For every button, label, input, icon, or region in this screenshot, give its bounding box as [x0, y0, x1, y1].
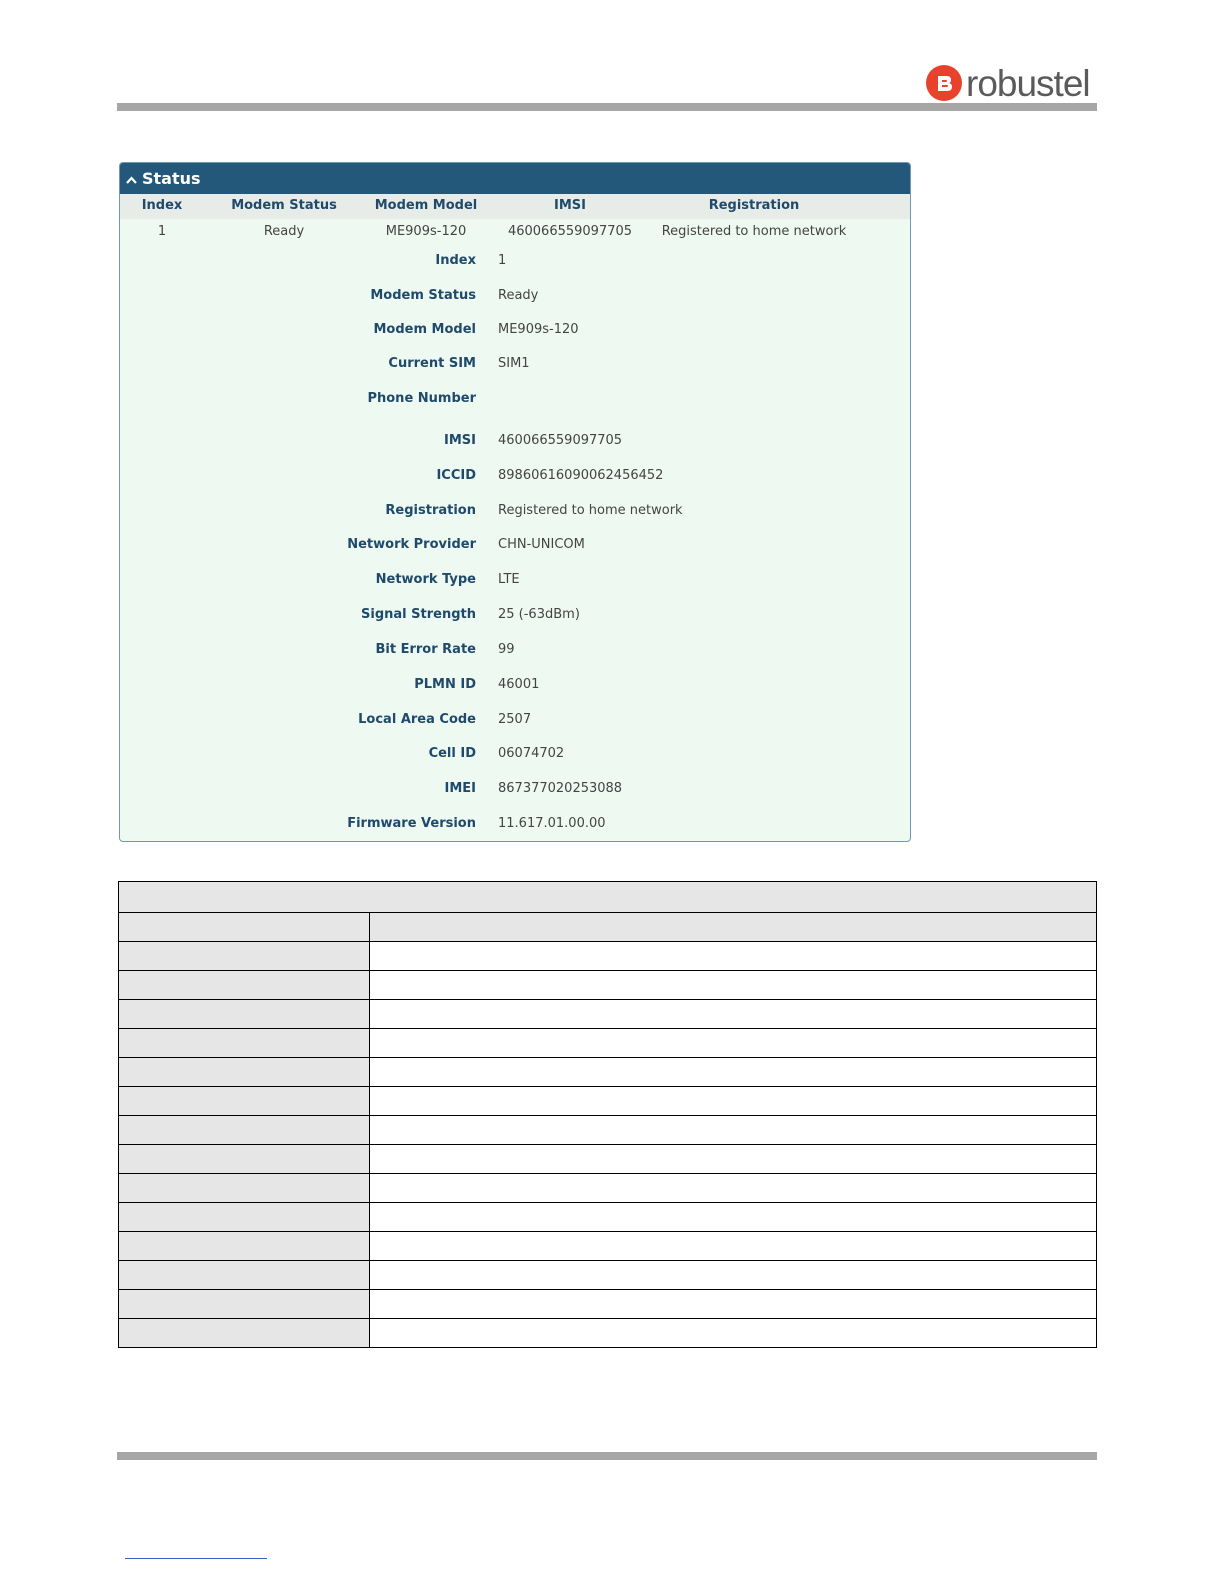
table-cell	[119, 1000, 370, 1029]
status-panel-header[interactable]	[120, 163, 910, 194]
detail-label: Cell ID	[428, 746, 476, 761]
detail-value: 06074702	[498, 746, 565, 761]
detail-value: Ready	[498, 288, 539, 303]
detail-value: 99	[498, 642, 515, 657]
table-row	[119, 1203, 1097, 1232]
detail-row	[120, 503, 910, 523]
detail-value: 25 (-63dBm)	[498, 607, 580, 622]
table-row	[119, 1232, 1097, 1261]
detail-label: Phone Number	[367, 391, 476, 406]
detail-label: Network Provider	[347, 537, 476, 552]
table-row[interactable]	[120, 219, 910, 245]
col-modem-model: Modem Model	[374, 198, 478, 213]
detail-value: 46001	[498, 677, 540, 692]
cell-index: 1	[157, 224, 167, 239]
cell-modem-status: Ready	[263, 224, 305, 239]
table-cell	[370, 1058, 1097, 1087]
cell-registration: Registered to home network	[661, 224, 847, 239]
table-title-row	[119, 882, 1097, 913]
table-cell	[119, 1261, 370, 1290]
table-row	[119, 1058, 1097, 1087]
detail-row	[120, 607, 910, 627]
table-cell	[370, 1000, 1097, 1029]
table-row	[119, 1145, 1097, 1174]
detail-label: IMSI	[444, 433, 476, 448]
detail-value: LTE	[498, 572, 520, 587]
detail-row	[120, 468, 910, 488]
detail-label: Modem Model	[373, 322, 476, 337]
status-table-header	[120, 194, 910, 219]
table-cell	[370, 913, 1097, 942]
chevron-up-icon	[126, 169, 137, 188]
footer-link-underline[interactable]	[125, 1558, 267, 1559]
detail-row	[120, 391, 910, 411]
table-row	[119, 942, 1097, 971]
table-row	[119, 1290, 1097, 1319]
table-cell	[370, 1087, 1097, 1116]
table-row	[119, 1261, 1097, 1290]
table-cell	[119, 942, 370, 971]
col-imsi: IMSI	[554, 198, 586, 213]
detail-row	[120, 677, 910, 697]
col-modem-status: Modem Status	[231, 198, 337, 213]
table-cell	[370, 1232, 1097, 1261]
robustel-logo-text: robustel	[966, 62, 1090, 104]
col-registration: Registration	[708, 198, 800, 213]
table-cell	[370, 1174, 1097, 1203]
detail-value: 460066559097705	[498, 433, 623, 448]
detail-label: Signal Strength	[361, 607, 476, 622]
detail-label: Index	[435, 253, 476, 268]
table-cell	[370, 1145, 1097, 1174]
detail-label: Registration	[385, 503, 476, 518]
table-cell	[119, 971, 370, 1000]
table-row	[119, 1174, 1097, 1203]
detail-label: Bit Error Rate	[375, 642, 476, 657]
detail-row	[120, 537, 910, 557]
table-cell	[119, 1203, 370, 1232]
table-cell	[370, 1319, 1097, 1348]
table-cell	[370, 942, 1097, 971]
detail-label: Current SIM	[388, 356, 476, 371]
table-cell	[119, 1232, 370, 1261]
detail-row	[120, 642, 910, 662]
cell-imsi: 460066559097705	[507, 224, 633, 239]
table-cell	[370, 971, 1097, 1000]
col-index: Index	[141, 198, 183, 213]
status-panel-title: Status	[142, 169, 201, 188]
detail-row	[120, 572, 910, 592]
detail-row	[120, 712, 910, 732]
table-cell	[119, 1058, 370, 1087]
detail-value: 1	[498, 253, 507, 268]
table-title-cell	[119, 882, 1097, 913]
table-cell	[119, 1087, 370, 1116]
table-cell	[370, 1261, 1097, 1290]
detail-row	[120, 746, 910, 766]
detail-value: CHN-UNICOM	[498, 537, 585, 552]
detail-row	[120, 288, 910, 308]
detail-row	[120, 781, 910, 801]
table-cell	[370, 1290, 1097, 1319]
table-row	[119, 1029, 1097, 1058]
table-cell	[119, 913, 370, 942]
table-row	[119, 1319, 1097, 1348]
detail-row	[120, 253, 910, 273]
table-cell	[370, 1116, 1097, 1145]
table-header-row	[119, 913, 1097, 942]
detail-label: Firmware Version	[347, 816, 476, 831]
detail-value: 89860616090062456452	[498, 468, 664, 483]
detail-value: 11.617.01.00.00	[498, 816, 606, 831]
detail-label: ICCID	[436, 468, 476, 483]
table-cell	[370, 1203, 1097, 1232]
detail-value: 867377020253088	[498, 781, 623, 796]
table-cell	[370, 1029, 1097, 1058]
detail-label: PLMN ID	[414, 677, 476, 692]
table-cell	[119, 1290, 370, 1319]
cell-modem-model: ME909s-120	[385, 224, 467, 239]
robustel-logo	[926, 62, 1090, 104]
table-cell	[119, 1029, 370, 1058]
detail-label: Local Area Code	[358, 712, 476, 727]
table-row	[119, 971, 1097, 1000]
detail-label: Modem Status	[370, 288, 476, 303]
detail-row	[120, 322, 910, 342]
header-rule	[117, 103, 1097, 111]
table-row	[119, 1087, 1097, 1116]
detail-row	[120, 356, 910, 376]
table-cell	[119, 1116, 370, 1145]
detail-value: 2507	[498, 712, 532, 727]
table-row	[119, 1000, 1097, 1029]
table-cell	[119, 1145, 370, 1174]
robustel-logo-mark	[926, 65, 962, 101]
parameter-table	[118, 881, 1097, 1348]
detail-row	[120, 433, 910, 453]
detail-value: Registered to home network	[498, 503, 683, 518]
detail-label: IMEI	[444, 781, 476, 796]
table-cell	[119, 1319, 370, 1348]
table-row	[119, 1116, 1097, 1145]
detail-label: Network Type	[375, 572, 476, 587]
detail-value: SIM1	[498, 356, 530, 371]
detail-value: ME909s-120	[498, 322, 579, 337]
table-cell	[119, 1174, 370, 1203]
status-panel	[119, 162, 911, 842]
detail-row	[120, 816, 910, 836]
footer-rule	[117, 1452, 1097, 1460]
